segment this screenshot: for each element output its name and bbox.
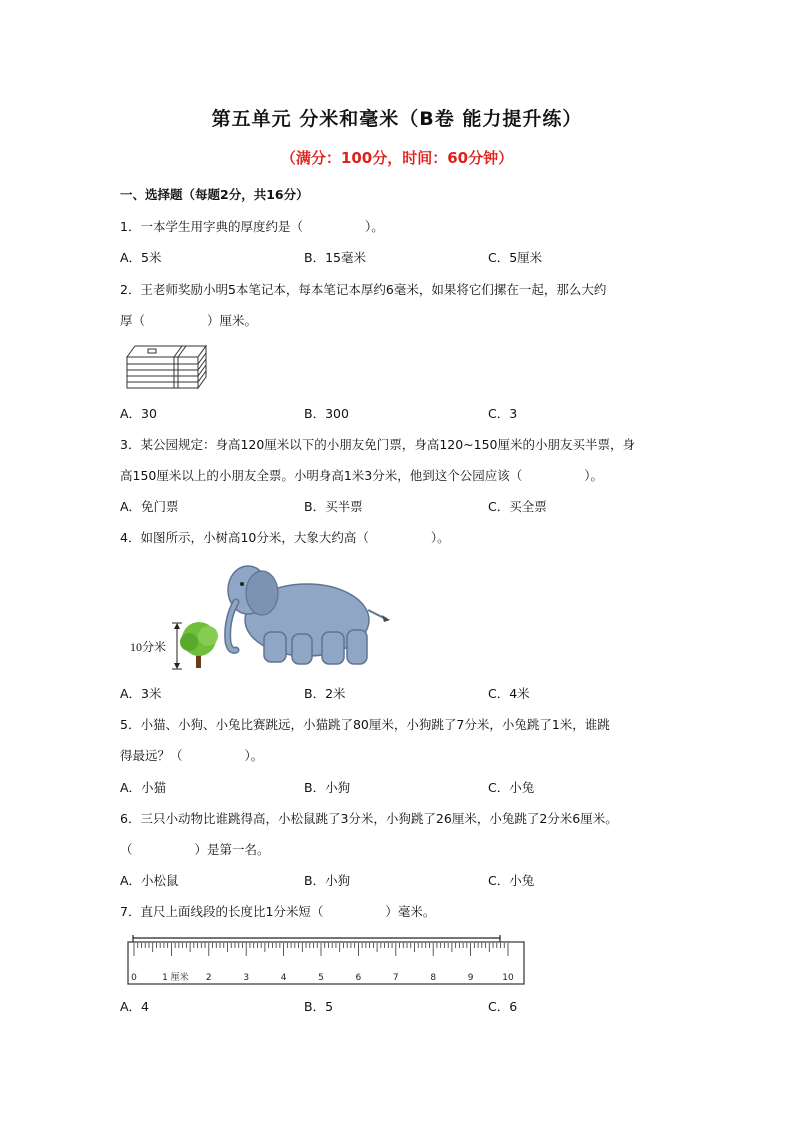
option-b[interactable]: B．15毫米 bbox=[304, 250, 366, 265]
question-text: 得最远？（ bbox=[120, 748, 183, 763]
tree-elephant-image bbox=[122, 560, 397, 672]
option-c[interactable]: C．3 bbox=[488, 406, 518, 421]
question-text-end: ）。 bbox=[584, 468, 604, 483]
question-3-line-2 bbox=[120, 468, 603, 484]
question-5-line-2 bbox=[120, 748, 263, 764]
option-b[interactable]: B．买半票 bbox=[304, 499, 363, 514]
ruler-label: 5 bbox=[318, 973, 324, 983]
question-4 bbox=[120, 530, 450, 546]
ruler-label: 0 bbox=[131, 973, 137, 983]
ruler-label: 6 bbox=[355, 973, 362, 983]
option-b[interactable]: B．小狗 bbox=[304, 873, 351, 888]
question-text: 4．如图所示，小树高10分米，大象大约高（ bbox=[120, 530, 369, 545]
question-2: 2．王老师奖励小明5本笔记本，每本笔记本厚约6毫米，如果将它们摞在一起，那么大约 bbox=[120, 282, 607, 297]
option-c[interactable]: C．买全票 bbox=[488, 499, 547, 514]
page-subtitle: （满分：100分，时间：60分钟） bbox=[280, 149, 514, 167]
question-text: 1．一本学生用字典的厚度约是（ bbox=[120, 219, 303, 234]
question-6: 6．三只小动物比谁跳得高，小松鼠跳了3分米，小狗跳了26厘米，小兔跳了2分米6厘米。 bbox=[120, 811, 618, 826]
notebook-stack-image bbox=[126, 344, 208, 390]
section-heading: 一、选择题（每题2分，共16分） bbox=[120, 187, 309, 202]
option-c[interactable]: C．6 bbox=[488, 999, 518, 1014]
option-a[interactable]: A．免门票 bbox=[120, 499, 179, 514]
question-2-line-2 bbox=[120, 313, 257, 329]
question-6-line-2 bbox=[120, 842, 270, 858]
option-c[interactable]: C．5厘米 bbox=[488, 250, 543, 265]
question-5: 5．小猫、小狗、小兔比赛跳远，小猫跳了80厘米，小狗跳了7分米，小兔跳了1米，谁跳 bbox=[120, 717, 610, 732]
option-c[interactable]: C．4米 bbox=[488, 686, 530, 701]
question-text: 7．直尺上面线段的长度比1分米短（ bbox=[120, 904, 324, 919]
ruler-label: 10 bbox=[502, 973, 514, 983]
option-c[interactable]: C．小兔 bbox=[488, 873, 535, 888]
ruler-label: 9 bbox=[467, 973, 474, 983]
option-a[interactable]: A．30 bbox=[120, 406, 157, 421]
question-7 bbox=[120, 904, 435, 920]
option-a[interactable]: A．3米 bbox=[120, 686, 162, 701]
ruler-label: 4 bbox=[280, 973, 287, 983]
question-text: （ bbox=[120, 842, 133, 857]
option-a[interactable]: A．4 bbox=[120, 999, 150, 1014]
question-text-end: ）毫米。 bbox=[385, 904, 436, 919]
option-a[interactable]: A．小猫 bbox=[120, 780, 167, 795]
tree-height-label: 10分米 bbox=[130, 640, 167, 654]
question-text-end: ）厘米。 bbox=[207, 313, 258, 328]
question-3: 3．某公园规定：身高120厘米以下的小朋友免门票，身高120~150厘米的小朋友买半票，身 bbox=[120, 437, 636, 452]
ruler-label: 7 bbox=[392, 973, 399, 983]
ruler-label: 8 bbox=[430, 973, 437, 983]
ruler-label: 3 bbox=[243, 973, 250, 983]
question-text-end: ）。 bbox=[244, 748, 264, 763]
tree-elephant-figure bbox=[122, 560, 397, 672]
option-a[interactable]: A．5米 bbox=[120, 250, 162, 265]
option-b[interactable]: B．2米 bbox=[304, 686, 346, 701]
ruler-label: 2 bbox=[205, 973, 212, 983]
option-a[interactable]: A．小松鼠 bbox=[120, 873, 179, 888]
question-text-end: ）。 bbox=[364, 219, 384, 234]
option-c[interactable]: C．小兔 bbox=[488, 780, 535, 795]
page-title: 第五单元 分米和毫米（B卷 能力提升练） bbox=[211, 108, 583, 130]
question-1 bbox=[120, 219, 384, 235]
question-text-end: ）。 bbox=[430, 530, 450, 545]
question-text-end: ）是第一名。 bbox=[194, 842, 270, 857]
option-b[interactable]: B．5 bbox=[304, 999, 334, 1014]
option-b[interactable]: B．小狗 bbox=[304, 780, 351, 795]
question-text: 高150厘米以上的小朋友全票。小明身高1米3分米，他到这个公园应该（ bbox=[120, 468, 523, 483]
option-b[interactable]: B．300 bbox=[304, 406, 349, 421]
question-text: 厚（ bbox=[120, 313, 146, 328]
ruler-image bbox=[124, 934, 528, 986]
ruler-label: 1 厘米 bbox=[162, 973, 189, 983]
